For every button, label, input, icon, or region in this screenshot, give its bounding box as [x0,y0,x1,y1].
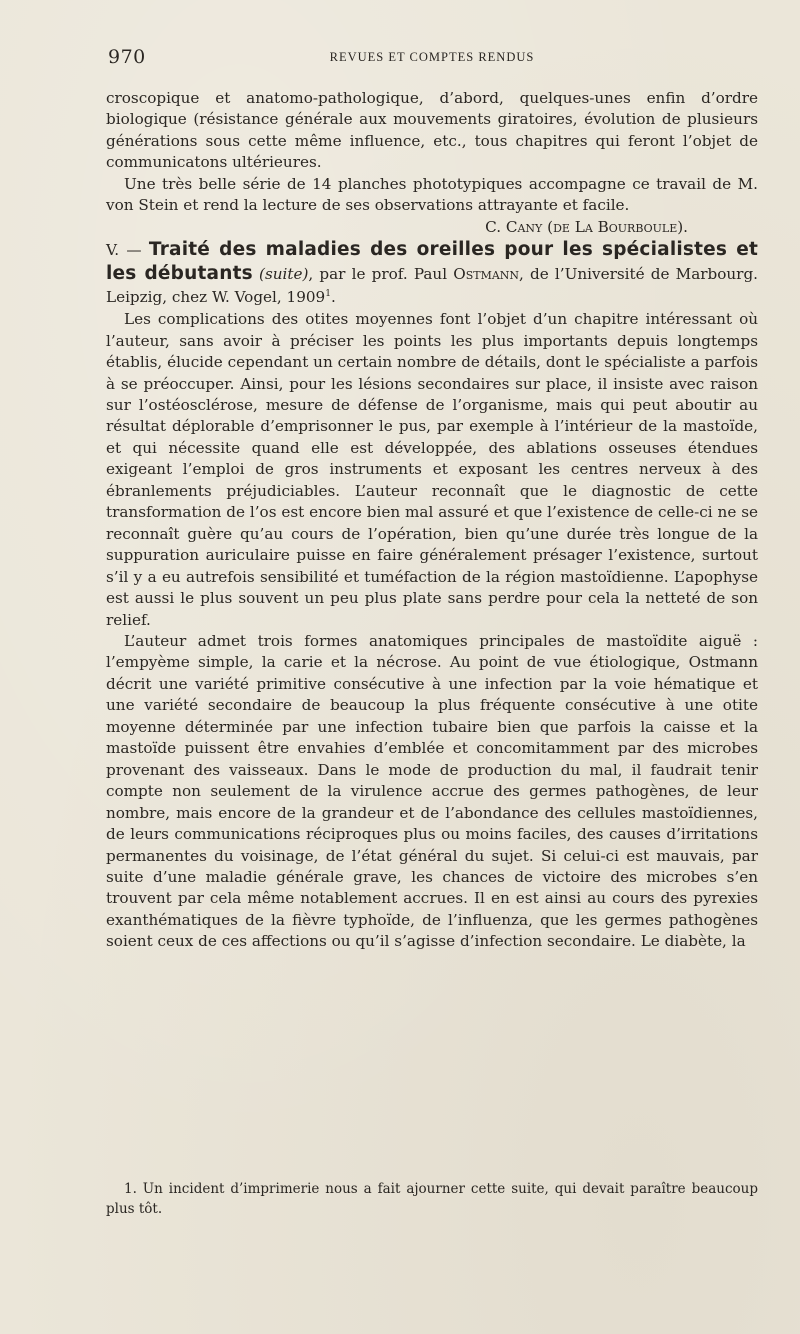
plates-paragraph [106,174,758,217]
page-number: 970 [108,46,146,68]
continuation-paragraph: croscopique et anatomo-pathologique, d’abord, quelques-unes enfin d’ordre biologique (résistance générale aux mouvements giratoires, évolution de plusieurs générations sous cette même influence, etc., tous chapitres qui feront l’objet de communicatons ultérieures. [106,89,758,172]
details-after: , de l’Université de Marbourg. Leipzig, chez W. Vogel, 1909 [106,265,758,307]
section-heading [106,238,758,309]
page-header [108,46,756,72]
complications-paragraph: Les complications des otites moyennes font l’objet d’un chapitre intéressant où l’auteur, sans avoir à préciser les points les plus importants depuis longtemps établis, élucide cependant un certain nombre de détails, dont le spécialiste a parfois à se préoccuper. Ainsi, pour les lésions secondaires sur place, il insiste avec raison sur l’ostéosclérose, mesure de défense de l’organisme, mais qui peut aboutir au résultat déplorable d’emprisonner le pus, par exemple à l’intérieur de la mastoïde, et qui nécessite quand elle est développée, des ablations osseuses étendues exigeant l’emploi de gros instruments et exposant les centres nerveux à des ébranlements préjudiciables. L’auteur reconnaît que le diagnostic de cette transformation de l’os est encore bien mal assuré et que l’existence de celle-ci ne se reconnaît guère qu’au cours de l’opération, bien qu’une durée très longue de la suppuration auriculaire puisse en faire généralement présager l’existence, surtout s’il y a eu autrefois sensibilité et tuméfaction de la région mastoïdienne. L’apophyse est aussi le plus souvent un peu plus plate sans perdre pour cela la netteté de son relief. [106,310,758,629]
footnote-ref: 1 [325,289,331,300]
mastoiditis-paragraph: L’auteur admet trois formes anatomiques principales de mastoïdite aiguë : l’empyème simple, la carie et la nécrose. Au point de vue étiologique, Ostmann décrit une variété primitive consécutive à une infection par la voie hématique et une variété secondaire de beaucoup la plus fréquente consécutive à une otite moyenne déterminée par une infection tubaire bien que parfois la caisse et la mastoïde puissent être envahies d’emblée et concomitamment par des microbes provenant des vaisseaux. Dans le mode de production du mal, il faudrait tenir compte non seulement de la virulence accrue des germes pathogènes, de leur nombre, mais encore de la grandeur et de l’abondance des cellules mastoïdiennes, de leurs communications réciproques plus ou moins faciles, des causes d’irritations permanentes du voisinage, de l’état général du sujet. Si celui-ci est mauvais, par suite d’une maladie générale grave, les chances de victoire des microbes s’en trouvent par cela même notablement accrues. Il en est ainsi au cours des pyrexies exanthématiques de la fièvre typhoïde, de l’influenza, que les germes pathogènes soient ceux de ces affections ou qu’il s’agisse d’infection secondaire. Le diabète, la [106,631,758,951]
review-signature [106,217,758,238]
details-before: , par le prof. Paul [308,265,454,284]
running-head: REVUES ET COMPTES RENDUS [329,50,535,64]
footnote-marker: 1. [124,1181,137,1197]
author-name: Ostmann [453,265,520,284]
section-number: V. — [106,241,149,260]
signature-text: C. Cany (de La Bourboule). [485,217,688,236]
footnote [106,1180,758,1219]
suite-label: (suite) [259,265,309,284]
details-end: . [330,288,336,307]
plates-text: Une très belle série de 14 planches phototypiques accompagne ce travail de M. von Stein et rend la lecture de ses observations attrayante et facile. [106,174,758,215]
book-title: Traité des maladies des oreilles pour les spécialistes et les débutants [106,239,759,285]
main-text [106,88,758,953]
footnote-text: Un incident d’imprimerie nous a fait ajourner cette suite, qui devait paraître beaucoup plus tôt. [106,1181,758,1217]
